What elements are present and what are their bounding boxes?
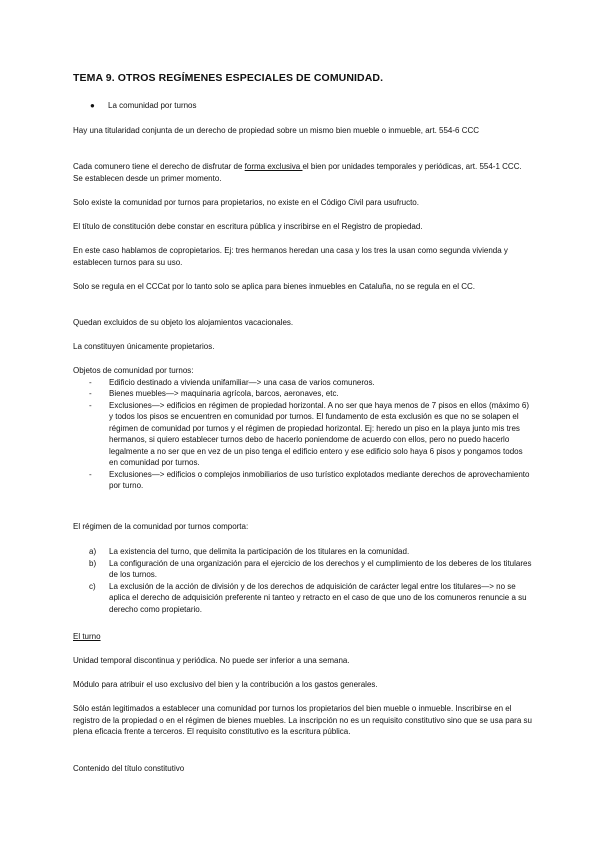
bullet-text: La comunidad por turnos	[108, 101, 197, 110]
bullet-item	[90, 101, 197, 110]
paragraph-contenido-titulo: Contenido del título constitutivo	[73, 764, 185, 773]
list-item-text: Exclusiones—> edificios en régimen de propiedad horizontal. A no ser que haya menos de 7 pisos en ellos (máximo 6) y todos los pisos se encuentren en comunidad por turnos. El fundamento de esta exclusión es que no se solapen el régimen de comunidad por turnos y el régimen de propiedad horizontal. Ej: heredo un piso en la playa junto mis tres hermanos, si quiero establecer turnos debo de hacerlo poniendome de acuerdo con ellos, pero no puedo hacerlo legalmente a no ser que en vez de un piso tenga el edificio entero y ese edificio solo haya 6 pisos y pongamos todos en comunidad por turnos.	[109, 400, 530, 467]
paragraph-disfrute-end: el bien por unidades temporales y periódicas, art. 554-1 CCC. Se establecen desde un primer momento.	[73, 162, 522, 183]
list-marker: -	[89, 469, 92, 479]
paragraph-disfrute	[73, 161, 533, 184]
list-item	[73, 581, 533, 616]
list-item	[73, 558, 533, 581]
list-item-text: La configuración de una organización para el ejercicio de los derechos y el cumplimiento de los deberes de los titulares de los turnos.	[109, 558, 532, 579]
objects-section	[73, 365, 533, 492]
list-marker: -	[89, 389, 92, 398]
document-title: TEMA 9. OTROS REGÍMENES ESPECIALES DE COMUNIDAD.	[73, 72, 384, 84]
regime-heading: El régimen de la comunidad por turnos comporta:	[73, 522, 249, 531]
list-marker: -	[89, 377, 92, 387]
list-item-text: La existencia del turno, que delimita la participación de los titulares en la comunidad.	[109, 547, 410, 556]
paragraph-constituyen: La constituyen únicamente propietarios.	[73, 342, 215, 351]
list-marker: c)	[89, 581, 96, 591]
list-item-text: Edificio destinado a vivienda unifamiliar—> una casa de varios comuneros.	[109, 377, 375, 387]
paragraph-cccat: Solo se regula en el CCCat por lo tanto solo se aplica para bienes inmuebles en Cataluña, no se regula en el CC.	[73, 282, 476, 291]
bullet-icon: ●	[90, 101, 95, 110]
list-item	[73, 546, 533, 558]
list-item-text: La exclusión de la acción de división y de los derechos de adquisición de carácter legal entre los titulares—> no se aplica el derecho de adquisición preferente ni tanteo y retracto en el caso de que uno de los comuneros renuncie a su derecho como propietario.	[109, 581, 527, 614]
paragraph-copropietarios: En este caso hablamos de copropietarios. Ej: tres hermanos heredan una casa y los tres la usan como segunda vivienda y establecen turnos para su uso.	[73, 246, 508, 267]
list-marker: a)	[89, 547, 97, 556]
paragraph-legitimados: Sólo están legitimados a establecer una comunidad por turnos los propietarios del bien mueble o inmueble. Inscribirse en el registro de la propiedad o en el régimen de bienes muebles. La inscripción no es un requisito constitutivo sino que se usa para su plena eficacia frente a terceros. El requisito constitutivo es la escritura pública.	[73, 704, 532, 736]
paragraph-titularidad: Hay una titularidad conjunta de un derecho de propiedad sobre un mismo bien mueble o inmueble, art. 554-6 CCC	[73, 126, 480, 135]
paragraph-disfrute-start: Cada comunero tiene el derecho de disfrutar de	[73, 162, 245, 171]
paragraph-modulo: Módulo para atribuir el uso exclusivo del bien y la contribución a los gastos generales.	[73, 680, 378, 689]
list-item-text: Exclusiones—> edificios o complejos inmobiliarios de uso turístico explotados mediante derechos de aprovechamiento por turno.	[109, 469, 530, 490]
list-item	[73, 400, 533, 469]
list-item-text: Bienes muebles—> maquinaria agrícola, barcos, aeronaves, etc.	[109, 389, 339, 398]
list-item	[73, 469, 533, 492]
list-marker: -	[89, 400, 92, 410]
list-item	[73, 377, 533, 389]
underlined-phrase: forma exclusiva	[244, 162, 303, 171]
regime-list	[73, 546, 533, 615]
paragraph-excluidos: Quedan excluidos de su objeto los alojamientos vacacionales.	[73, 318, 294, 327]
objects-heading: Objetos de comunidad por turnos:	[73, 366, 194, 375]
list-marker: b)	[89, 558, 97, 568]
turno-heading: El turno	[73, 632, 101, 641]
paragraph-unidad-temporal: Unidad temporal discontinua y periódica. No puede ser inferior a una semana.	[73, 656, 350, 665]
paragraph-propietarios: Solo existe la comunidad por turnos para propietarios, no existe en el Código Civil para usufructo.	[73, 198, 419, 207]
list-item	[73, 388, 533, 400]
paragraph-titulo: El título de constitución debe constar en escritura pública y inscribirse en el Registro de propiedad.	[73, 222, 423, 231]
